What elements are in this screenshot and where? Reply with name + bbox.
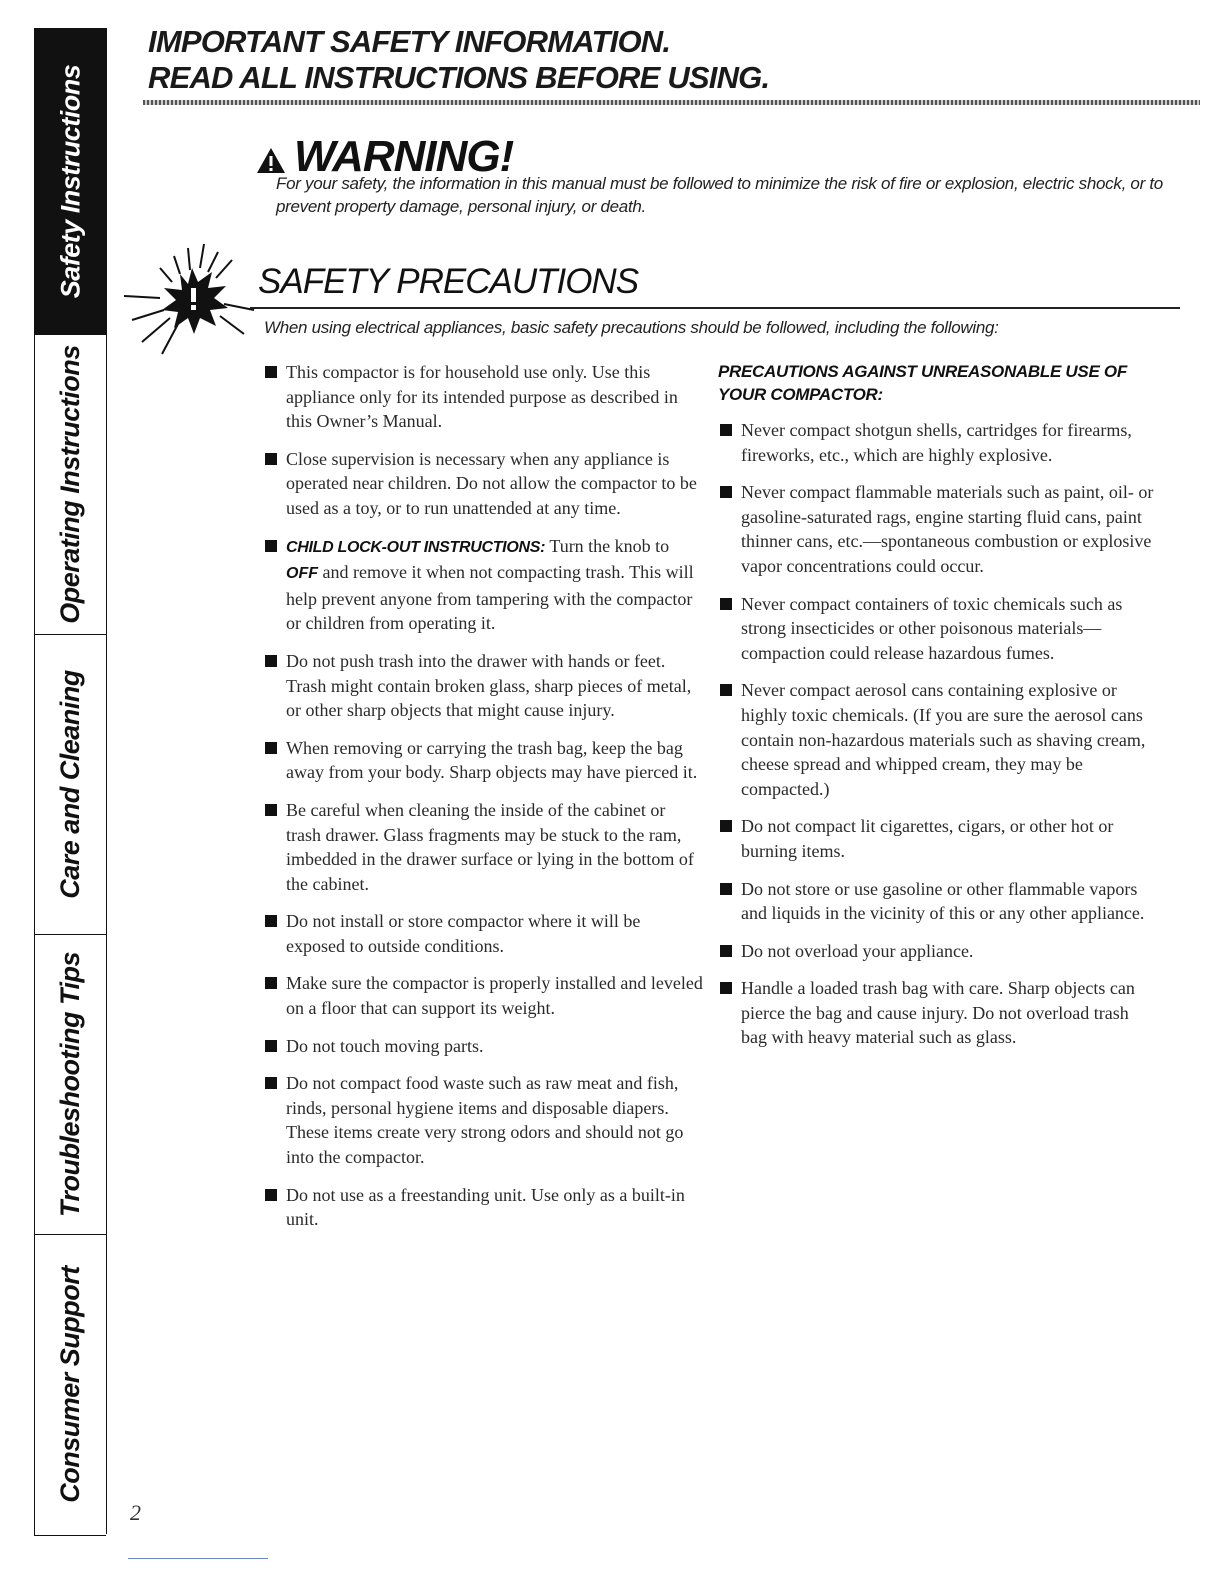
tab-label: Troubleshooting Tips [55, 952, 85, 1217]
list-item: Never compact flammable materials such as paint, oil- or gasoline-saturated rags, engine starting fluid cans, paint thinner cans, etc.—spontaneous combustion or explosive vapor concentrations could occur. [718, 480, 1158, 578]
list-item: Never compact shotgun shells, cartridges for firearms, fireworks, etc., which are highly explosive. [718, 418, 1158, 467]
footer-divider [128, 1558, 268, 1559]
section-tabs [34, 28, 106, 1536]
list-item: Do not use as a freestanding unit. Use only as a built-in unit. [263, 1183, 703, 1232]
tab-label: Safety Instructions [55, 64, 86, 298]
unreasonable-use-heading: PRECAUTIONS AGAINST UNREASONABLE USE OF YOUR COMPACTOR: [718, 362, 1127, 404]
list-item: Do not compact lit cigarettes, cigars, or other hot or burning items. [718, 814, 1158, 863]
tab-label: Operating Instructions [55, 345, 85, 624]
page-number: 2 [130, 1500, 141, 1525]
section-divider [250, 307, 1180, 309]
warning-text: For your safety, the information in this manual must be followed to minimize the risk of fire or explosion, electric shock, or to prevent property damage, personal injury, or death. [276, 174, 1163, 216]
list-item: Never compact containers of toxic chemicals such as strong insecticides or other poisonous materials—compaction could release hazardous fumes. [718, 592, 1158, 666]
list-item: Do not push trash into the drawer with hands or feet. Trash might contain broken glass, sharp pieces of metal, or other sharp objects that might cause injury. [263, 649, 703, 723]
tab-operating-instructions[interactable] [35, 335, 107, 635]
list-item-child-lockout [263, 534, 703, 636]
off-label: OFF [286, 565, 318, 583]
explosion-burst-icon [120, 238, 260, 358]
list-item: Handle a loaded trash bag with care. Sharp objects can pierce the bag and cause injury. Do not overload trash bag with heavy material such as glass. [718, 976, 1158, 1050]
list-item: Close supervision is necessary when any appliance is operated near children. Do not allow the compactor to be used as a toy, or to run unattended at any time. [263, 447, 703, 521]
list-item: Never compact aerosol cans containing explosive or highly toxic chemicals. (If you are sure the aerosol cans contain non-hazardous materials such as shaving cream, cheese spread and whipped cream, they may be compacted.) [718, 678, 1158, 801]
list-item: Do not install or store compactor where it will be exposed to outside conditions. [263, 909, 703, 958]
list-item: When removing or carrying the trash bag, keep the bag away from your body. Sharp objects may have pierced it. [263, 736, 703, 785]
title-line-2: READ ALL INSTRUCTIONS BEFORE USING. [148, 60, 770, 95]
list-item: Be careful when cleaning the inside of the cabinet or trash drawer. Glass fragments may be stuck to the ram, imbedded in the drawer surface or lying in the bottom of the cabinet. [263, 798, 703, 896]
tab-care-and-cleaning[interactable] [35, 635, 107, 935]
list-item: Do not compact food waste such as raw meat and fish, rinds, personal hygiene items and disposable diapers. These items create very strong odors and should not go into the compactor. [263, 1071, 703, 1169]
header-divider [143, 100, 1200, 105]
page-title [148, 24, 769, 96]
tab-label: Consumer Support [55, 1266, 86, 1503]
tab-safety-instructions[interactable] [35, 28, 107, 335]
child-lockout-post: and remove it when not compacting trash. This will help prevent anyone from tampering with the compactor or children from operating it. [286, 562, 694, 634]
title-line-1: IMPORTANT SAFETY INFORMATION. [148, 24, 671, 59]
tab-label: Care and Cleaning [55, 670, 85, 899]
list-item: Make sure the compactor is properly installed and leveled on a floor that can support its weight. [263, 971, 703, 1020]
child-lockout-lead: CHILD LOCK-OUT INSTRUCTIONS: [286, 538, 546, 556]
tab-troubleshooting-tips[interactable] [35, 935, 107, 1235]
safety-precautions-intro: When using electrical appliances, basic safety precautions should be followed, including the following: [264, 318, 999, 337]
list-item: Do not overload your appliance. [718, 939, 1158, 964]
list-item: This compactor is for household use only. Use this appliance only for its intended purpose as described in this Owner’s Manual. [263, 360, 703, 434]
tab-consumer-support[interactable] [35, 1235, 107, 1534]
left-column [263, 360, 703, 1245]
child-lockout-pre: Turn the knob to [549, 535, 670, 556]
warning-title: WARNING! [294, 132, 514, 181]
list-item: Do not touch moving parts. [263, 1034, 703, 1059]
warning-triangle-icon [256, 147, 286, 174]
safety-precautions-title: SAFETY PRECAUTIONS [258, 262, 639, 301]
right-column [718, 360, 1158, 1063]
list-item: Do not store or use gasoline or other flammable vapors and liquids in the vicinity of this or any other appliance. [718, 877, 1158, 926]
